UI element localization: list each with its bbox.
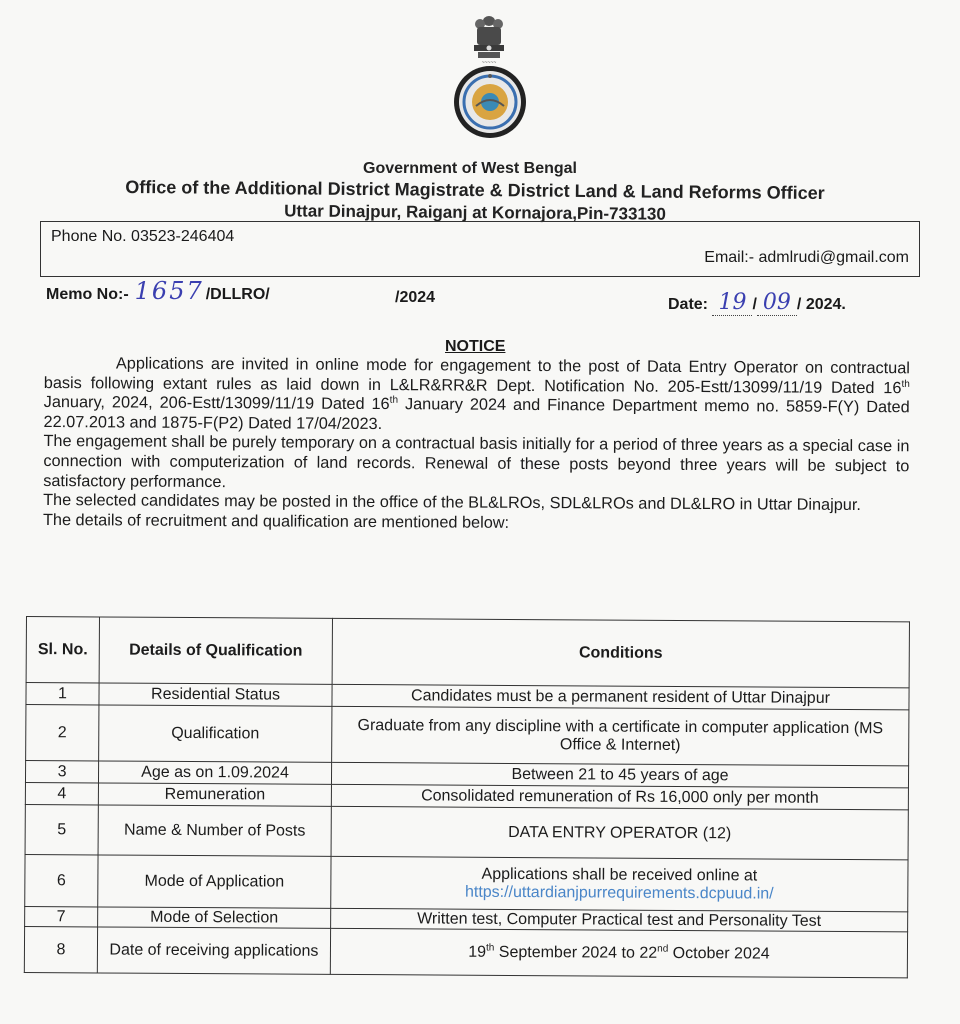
notice-paragraph-2: The engagement shall be purely temporary on a contractual basis initially for a period of three years as a special case in connection with computerization of land records. Renewal of these posts beyond three years will be subject to satisfactory performance.	[43, 432, 910, 491]
header-sl-no: Sl. No.	[26, 617, 99, 683]
memo-label: Memo No:-	[46, 286, 129, 303]
phone-number: Phone No. 03523-246404	[51, 228, 235, 245]
header-conditions: Conditions	[332, 618, 909, 688]
notice-title: NOTICE	[445, 338, 506, 355]
date-day: 19	[712, 290, 752, 316]
table-row: 1 Residential Status Candidates must be a permanent resident of Uttar Dinajpur	[26, 683, 909, 710]
table-row: 4 Remuneration Consolidated remuneration of Rs 16,000 only per month	[25, 782, 908, 809]
memo-number	[46, 277, 270, 305]
header-government: Government of West Bengal	[363, 160, 577, 177]
notice-paragraph-4: The details of recruitment and qualification are mentioned below:	[42, 510, 510, 532]
state-emblem-icon	[466, 14, 512, 66]
header-address: Uttar Dinajpur, Raiganj at Kornajora,Pin-733130	[284, 201, 666, 224]
table-row: 6 Mode of Application Applications shall be received online at https://uttardianjpurrequirements.dcpuud.in/	[25, 854, 908, 911]
date-year: / 2024.	[796, 296, 846, 313]
header-details: Details of Qualification	[99, 617, 332, 684]
table-row: 7 Mode of Selection Written test, Computer Practical test and Personality Test	[25, 906, 908, 931]
table-row: 3 Age as on 1.09.2024 Between 21 to 45 years of age	[25, 761, 908, 788]
notice-body	[43, 354, 910, 536]
notice-paragraph-3: The selected candidates may be posted in the office of the BL&LROs, SDL&LROs and DL&LRO in Uttar Dinajpur.	[43, 491, 861, 515]
svg-text:~~~~~: ~~~~~	[481, 60, 497, 66]
memo-year: /2024	[395, 289, 436, 306]
table-row: 5 Name & Number of Posts DATA ENTRY OPERATOR (12)	[25, 804, 908, 859]
qualification-table	[24, 616, 910, 978]
table-row: 2 Qualification Graduate from any discipline with a certificate in computer application (MS Office & Internet)	[26, 705, 909, 766]
email-address: Email:- admlrudi@gmail.com	[704, 249, 909, 266]
table-row: 8 Date of receiving applications 19th September 2024 to 22nd October 2024	[24, 926, 907, 977]
header-office: Office of the Additional District Magistrate & District Land & Land Reforms Officer	[125, 176, 825, 204]
application-link[interactable]: https://uttardianjpurrequirements.dcpuud.in/	[464, 883, 774, 903]
memo-date: Date: 19 / 09 / 2024.	[668, 290, 846, 315]
date-label: Date:	[668, 296, 709, 313]
memo-suffix: /DLLRO/	[205, 286, 270, 303]
contact-box	[40, 221, 920, 277]
table-header-row	[26, 617, 909, 688]
memo-handwritten-number: 1657	[134, 277, 204, 305]
notice-paragraph-1: Applications are invited in online mode for engagement to the post of Data Entry Operator on contractual basis following extant rules as laid down in L&LR&RR&R Dept. Notification No. 205-Estt/13099/11/19 Dated 16th January, 2024, 206-Estt/13099/11/19 Dated 16th January 2024 and Finance Department memo no. 5859-F(Y) Dated 22.07.2013 and 1875-F(P2) Dated 17/04/2023.	[43, 354, 910, 433]
west-bengal-seal-icon	[452, 64, 528, 140]
date-month: 09	[757, 290, 797, 316]
